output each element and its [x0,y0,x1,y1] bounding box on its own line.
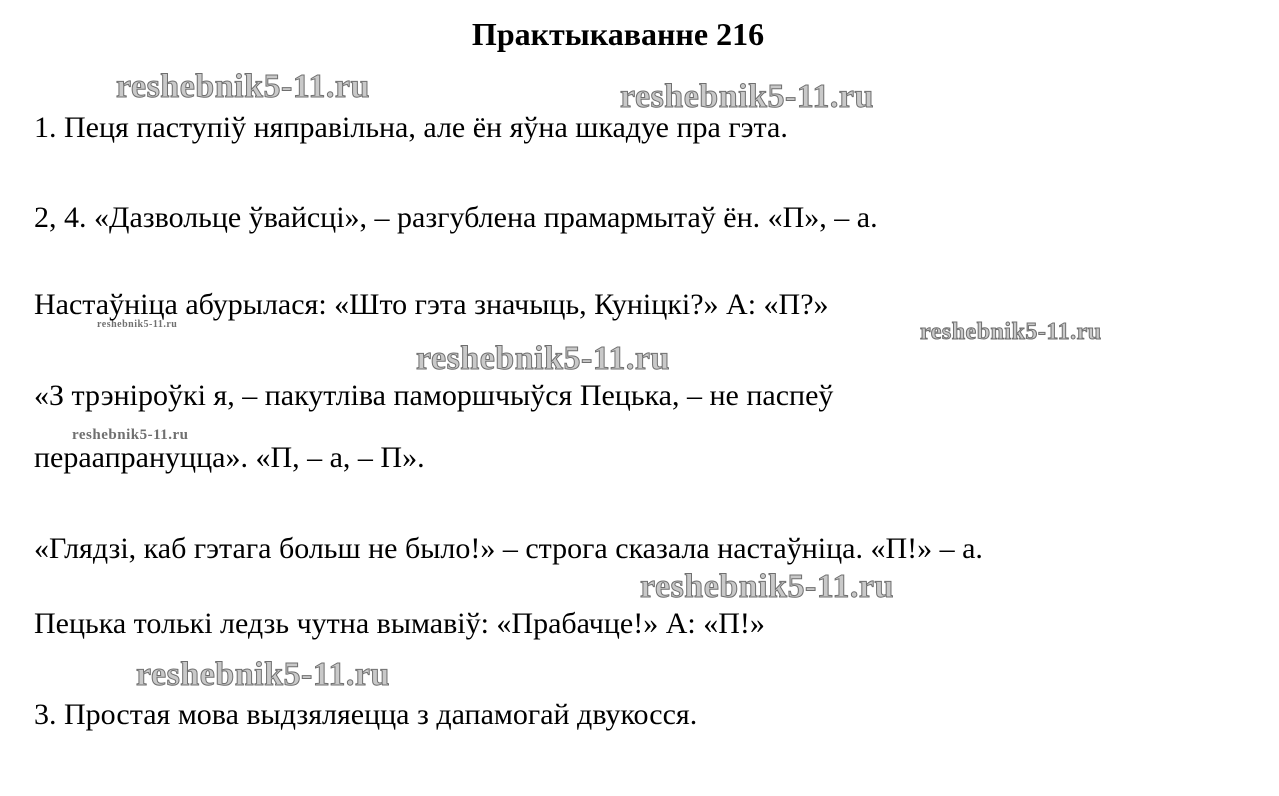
text-line: пераапрануцца». «П, – а, – П». [34,441,425,474]
watermark: reshebnik5-11.ru [97,319,178,330]
watermark: reshebnik5-11.ru [72,427,189,443]
watermark: reshebnik5-11.ru [416,340,670,377]
text-line: «Глядзі, каб гэтага больш не было!» – строга сказала настаўніца. «П!» – а. [34,532,983,565]
watermark: reshebnik5-11.ru [116,68,370,105]
watermark: reshebnik5-11.ru [640,568,894,605]
page-title: Практыкаванне 216 [471,16,765,52]
text-line: «З трэніроўкі я, – пакутліва паморшчыўся Пецька, – не паспеў [34,379,834,412]
text-line: 2, 4. «Дазвольце ўвайсці», – разгублена прамармытаў ён. «П», – а. [34,201,878,234]
watermark: reshebnik5-11.ru [920,319,1102,345]
watermark: reshebnik5-11.ru [136,656,390,693]
text-line: Настаўніца абурылася: «Што гэта значыць, Куніцкі?» А: «П?» [34,288,829,321]
text-line: Пецька толькі ледзь чутна вымавіў: «Прабачце!» А: «П!» [34,607,765,640]
watermark: reshebnik5-11.ru [620,78,874,115]
text-line: 1. Пеця паступіў няправільна, але ён яўна шкадуе пра гэта. [34,111,788,144]
text-line: 3. Простая мова выдзяляецца з дапамогай двукосся. [34,698,698,731]
